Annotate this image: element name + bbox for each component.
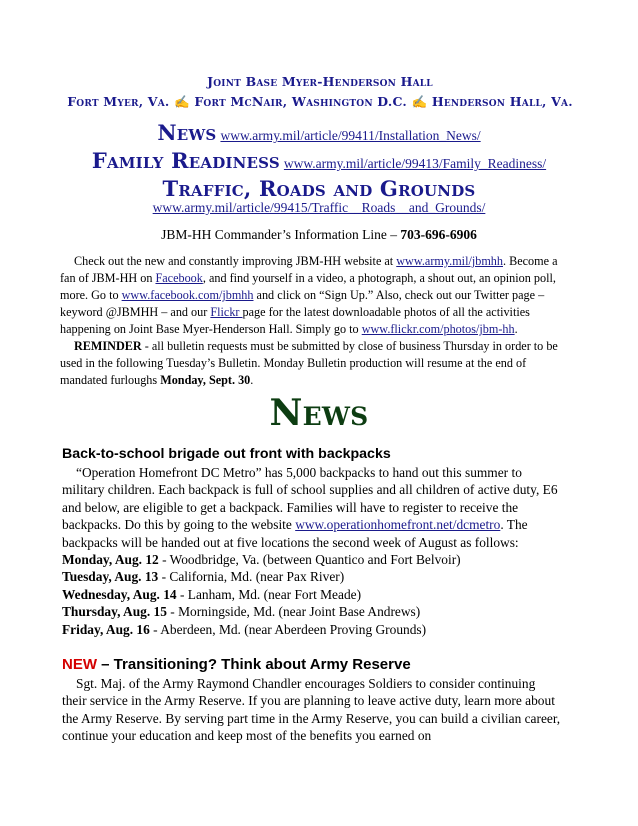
schedule-location: - Morningside, Md. (near Joint Base Andrews): [166, 604, 421, 620]
facebook-link[interactable]: Facebook: [155, 271, 203, 285]
masthead: [60, 74, 580, 110]
schedule-day: Thursday, Aug. 15: [62, 604, 167, 620]
schedule-item: [62, 568, 562, 585]
intro-text: . Become a fan of JBM-HH on: [60, 254, 558, 285]
pen-icon: ✍: [174, 94, 190, 109]
schedule-day: Wednesday, Aug. 14: [62, 586, 177, 602]
location-henderson-hall: Henderson Hall, Va.: [431, 94, 573, 109]
news-link[interactable]: www.army.mil/article/99411/Installation_News/: [220, 128, 481, 143]
location-fort-myer: Fort Myer, Va.: [67, 94, 170, 109]
schedule-day: Tuesday, Aug. 13: [62, 569, 159, 585]
intro-text: .: [514, 322, 518, 336]
reminder-end: .: [250, 373, 254, 387]
schedule-item: [62, 551, 562, 568]
intro-text: Check out the new and constantly improving JBM-HH website at: [74, 254, 397, 268]
family-readiness-link[interactable]: www.army.mil/article/99413/Family_Readiness/: [283, 156, 547, 171]
schedule-location: - California, Md. (near Pax River): [158, 569, 345, 585]
schedule-item: [62, 586, 562, 603]
traffic-label: Traffic, Roads and Grounds: [162, 176, 476, 201]
article-title-text: – Transitioning? Think about Army Reserve: [97, 656, 411, 673]
jbmhh-website-link[interactable]: www.army.mil/jbmhh: [396, 254, 503, 268]
article-text: “Operation Homefront DC Metro” has 5,000 backpacks to hand out this summer to military children. Each backpack is full of school supplies and all children of active duty, E6 and below, are eligible to get a backpack. Families will have to register to receive the backpacks. Do this by going to the website: [62, 465, 558, 533]
info-line-phone: 703-696-6906: [400, 227, 477, 242]
article-army-reserve: [62, 656, 562, 745]
family-readiness-label: Family Readiness: [91, 148, 280, 173]
info-line: [0, 227, 638, 243]
location-fort-mcnair: Fort McNair, Washington D.C.: [194, 94, 407, 109]
family-link-line: [0, 148, 638, 173]
schedule-item: [62, 603, 562, 620]
info-line-text: JBM-HH Commander’s Information Line –: [161, 227, 401, 242]
news-section-heading: News: [269, 392, 369, 434]
intro-text: page for the latest downloadable photos of all the activities happening on Joint Base Myer-Henderson Hall. Simply go to: [60, 305, 530, 336]
schedule-item: [62, 621, 562, 638]
intro-text: and click on “Sign Up.” Also, check out our Twitter page – keyword @JBMHH – and our: [60, 288, 545, 319]
masthead-title: Joint Base Myer-Henderson Hall: [207, 74, 433, 89]
masthead-locations: [20, 94, 620, 110]
pen-icon: ✍: [411, 94, 428, 109]
section-title: [0, 392, 638, 434]
operation-homefront-link[interactable]: www.operationhomefront.net/dcmetro: [295, 517, 501, 533]
traffic-link[interactable]: www.army.mil/article/99415/Traffic__Roads__and_Grounds/: [152, 200, 486, 215]
new-badge: NEW: [62, 656, 97, 673]
reminder-date: Monday, Sept. 30: [160, 373, 251, 387]
schedule-day: Monday, Aug. 12: [62, 552, 159, 568]
article-text: . The backpacks will be handed out at five locations the second week of August as follows:: [62, 517, 528, 550]
facebook-url-link[interactable]: www.facebook.com/jbmhh: [121, 288, 254, 302]
article-backpacks: [62, 446, 562, 638]
intro-block: [60, 253, 560, 389]
traffic-label-line: [0, 176, 638, 201]
traffic-link-line: [0, 199, 638, 217]
news-label: News: [157, 120, 217, 145]
news-link-line: [0, 120, 638, 145]
schedule-location: - Woodbridge, Va. (between Quantico and Fort Belvoir): [158, 552, 461, 568]
schedule-list: [62, 551, 562, 638]
schedule-location: - Aberdeen, Md. (near Aberdeen Proving Grounds): [149, 621, 427, 637]
intro-text: , and find yourself in a video, a photograph, a shout out, an opinion poll, more. Go to: [60, 271, 556, 302]
schedule-location: - Lanham, Md. (near Fort Meade): [176, 586, 362, 602]
reminder-paragraph: [60, 338, 560, 389]
reminder-label: REMINDER: [74, 339, 142, 353]
article-title: [62, 656, 562, 673]
flickr-link[interactable]: Flickr: [210, 305, 243, 319]
intro-paragraph: [60, 253, 560, 338]
article-title: Back-to-school brigade out front with backpacks: [62, 446, 391, 462]
reminder-text: - all bulletin requests must be submitted by close of business Thursday in order to be used in the following Tuesday’s Bulletin. Monday Bulletin production will resume at the end of mandated furloughs: [60, 339, 558, 387]
schedule-day: Friday, Aug. 16: [62, 621, 150, 637]
article-body: Sgt. Maj. of the Army Raymond Chandler encourages Soldiers to consider continuing their service in the Army Reserve. If you are planning to leave active duty, learn more about the Army Reserve. By serving part time in the Army Reserve, you can build a civilian career, continue your education and keep most of the benefits you earned on: [62, 676, 561, 744]
flickr-url-link[interactable]: www.flickr.com/photos/jbm-hh: [361, 322, 515, 336]
article-body: [62, 464, 562, 551]
